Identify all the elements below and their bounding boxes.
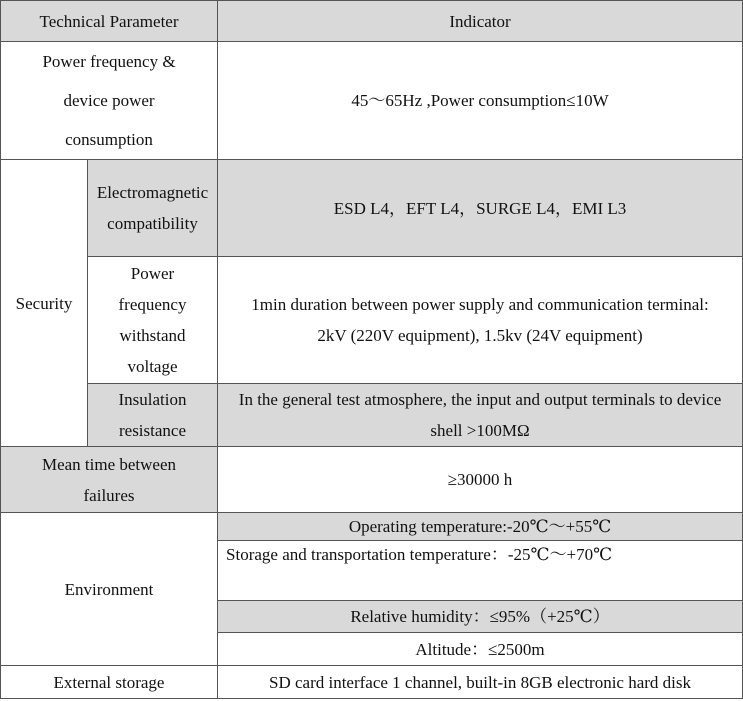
row-environment-operating <box>1 513 743 541</box>
power-frequency-value: 45～65Hz ,Power consumption≤10W <box>218 42 743 160</box>
external-storage-value: SD card interface 1 channel, built-in 8GB electronic hard disk <box>218 666 743 699</box>
header-row <box>1 1 743 42</box>
header-technical-parameter: Technical Parameter <box>1 1 218 42</box>
withstand-voltage-label: Power frequency withstand voltage <box>88 257 218 384</box>
security-label: Security <box>1 160 88 447</box>
storage-temperature-value: Storage and transportation temperature：-25℃～+70℃ <box>218 541 743 601</box>
insulation-resistance-value: In the general test atmosphere, the input and output terminals to device shell >100MΩ <box>218 384 743 447</box>
insulation-resistance-label: Insulation resistance <box>88 384 218 447</box>
row-mtbf <box>1 447 743 513</box>
row-external-storage <box>1 666 743 699</box>
row-withstand-voltage <box>1 257 743 384</box>
emc-value: ESD L4，EFT L4，SURGE L4，EMI L3 <box>218 160 743 257</box>
environment-label: Environment <box>1 513 218 666</box>
row-power-frequency <box>1 42 743 160</box>
mtbf-label: Mean time between failures <box>1 447 218 513</box>
withstand-voltage-value: 1min duration between power supply and communication terminal: 2kV (220V equipment), 1.5kv (24V equipment) <box>218 257 743 384</box>
row-insulation-resistance <box>1 384 743 447</box>
altitude-value: Altitude：≤2500m <box>218 633 743 666</box>
row-emc <box>1 160 743 257</box>
mtbf-value: ≥30000 h <box>218 447 743 513</box>
external-storage-label: External storage <box>1 666 218 699</box>
emc-label: Electromagnetic compatibility <box>88 160 218 257</box>
power-frequency-label: Power frequency & device power consumption <box>1 42 218 160</box>
header-indicator: Indicator <box>218 1 743 42</box>
operating-temperature-value: Operating temperature:-20℃～+55℃ <box>218 513 743 541</box>
relative-humidity-value: Relative humidity：≤95%（+25℃） <box>218 601 743 633</box>
